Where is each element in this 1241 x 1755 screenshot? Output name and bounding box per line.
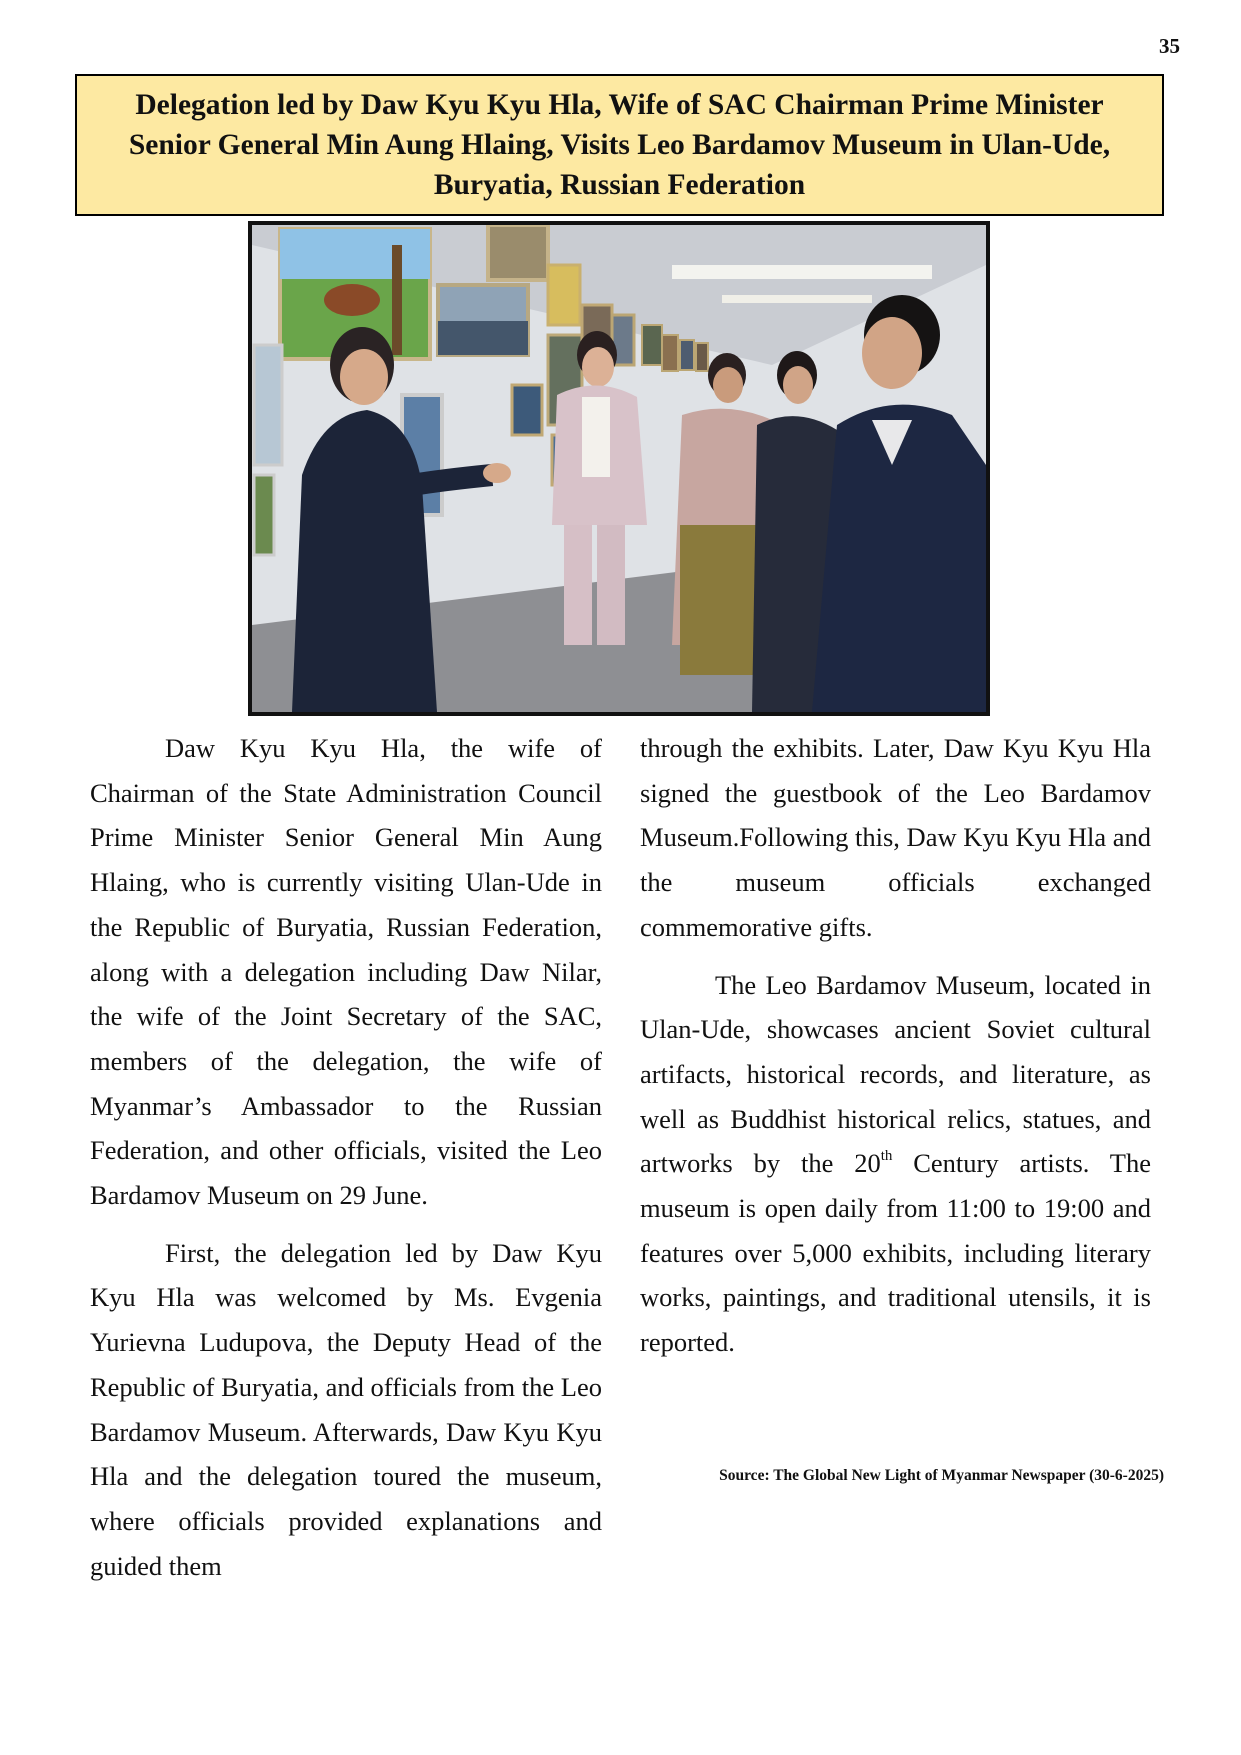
page-number: 35 [1159,34,1180,58]
superscript: th [880,1148,893,1165]
news-photo [248,221,990,716]
article-paragraph: First, the delegation led by Daw Kyu Kyu Hla was welcomed by Ms. Evgenia Yurievna Ludupova, the Deputy Head of the Republic of Buryatia, and officials from the Leo Bardamov Museum. Afterwards, Daw Kyu Kyu Hla and the delegation toured the museum, where officials provided explanations and guided them [90,1237,602,1581]
article-text: Century artists. The museum is open daily from 11:00 to 19:00 and features over 5,000 exhibits, including literary works, paintings, and traditional utensils, it is reported. [640,1148,1151,1358]
article-column-right [640,726,1151,1365]
article-column-left [90,726,602,1588]
headline: Delegation led by Daw Kyu Kyu Hla, Wife of SAC Chairman Prime Minister Senior General Min Aung Hlaing, Visits Leo Bardamov Museum in Ulan-Ude, Buryatia, Russian Federation [128,89,1111,201]
article-paragraph [640,963,1151,1365]
article-paragraph: through the exhibits. Later, Daw Kyu Kyu Hla signed the guestbook of the Leo Bardamov Museum.Following this, Daw Kyu Kyu Hla and the museum officials exchanged commemorative gifts. [640,733,1151,942]
article-text: The Leo Bardamov Museum, located in Ulan-Ude, showcases ancient Soviet cultural artifacts, historical records, and literature, as well as Buddhist historical relics, statues, and artworks by the 20 [640,969,1151,1179]
article-paragraph: Daw Kyu Kyu Hla, the wife of Chairman of the State Administration Council Prime Minister Senior General Min Aung Hlaing, who is currently visiting Ulan-Ude in the Republic of Buryatia, Russian Federation, along with a delegation including Daw Nilar, the wife of the Joint Secretary of the SAC, members of the delegation, the wife of Myanmar’s Ambassador to the Russian Federation, and other officials, visited the Leo Bardamov Museum on 29 June. [90,733,602,1211]
source-credit: Source: The Global New Light of Myanmar Newspaper (30-6-2025) [719,1467,1164,1484]
headline-box [75,74,1164,216]
